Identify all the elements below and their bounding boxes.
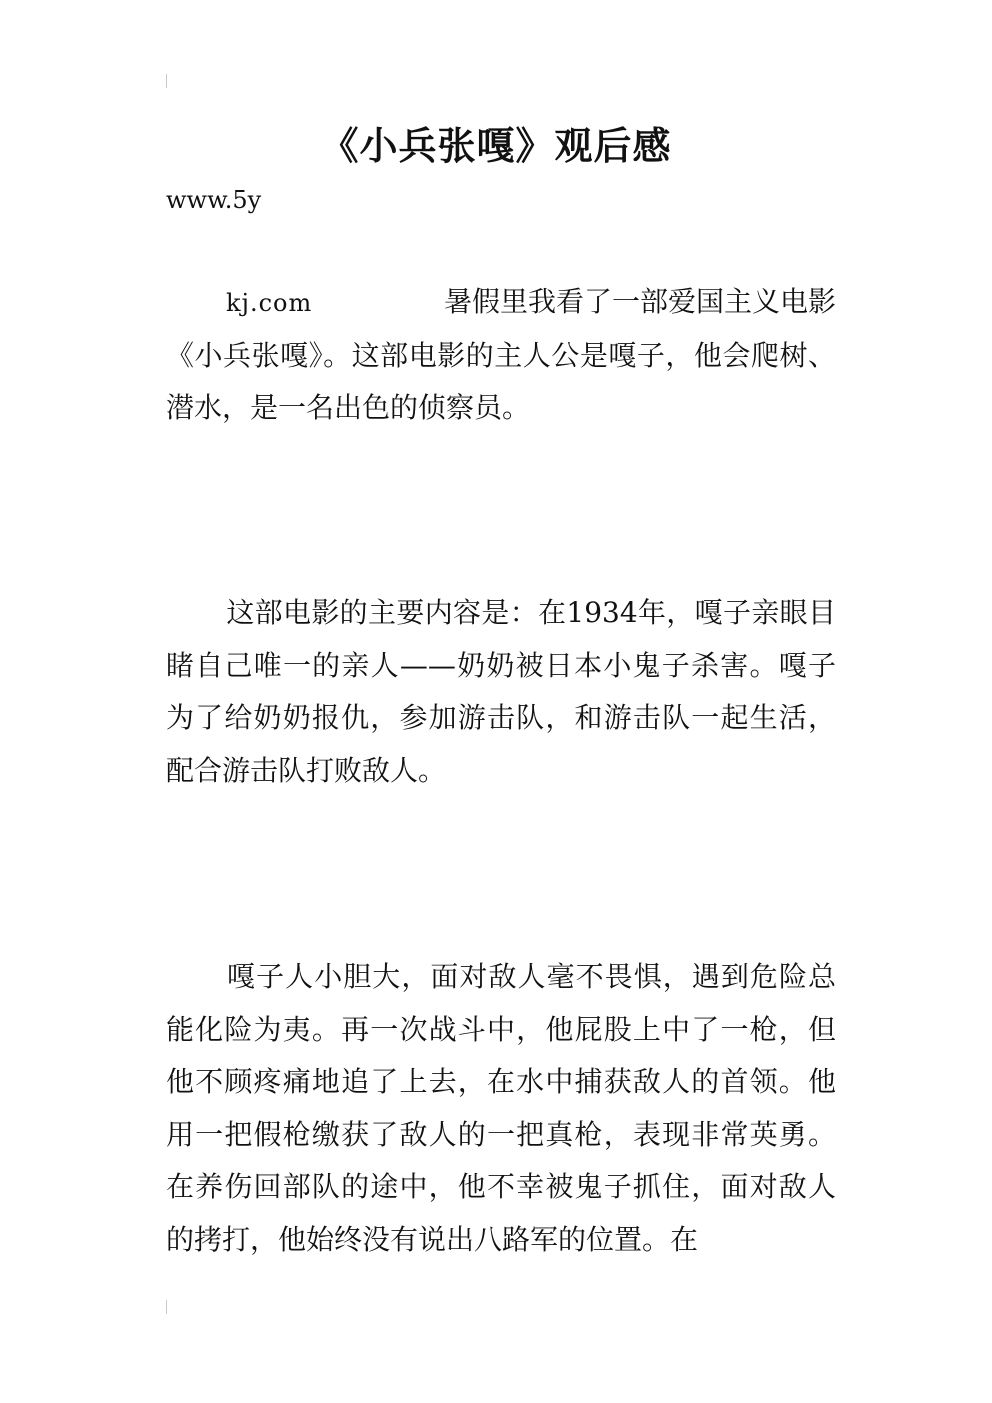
paragraph-2-text: 这部电影的主要内容是：在1934年，嘎子亲眼目睹自己唯一的亲人——奶奶被日本小鬼子杀害。嘎子为了给奶奶报仇，参加游击队，和游击队一起生活，配合游击队打败敌人。 <box>166 596 836 787</box>
document-title: 《小兵张嘎》观后感 <box>320 124 672 168</box>
paragraph-3-text: 嘎子人小胆大，面对敌人毫不畏惧，遇到危险总能化险为夷。再一次战斗中，他屁股上中了一枪，但他不顾疼痛地追了上去，在水中捕获敌人的首领。他用一把假枪缴获了敌人的一把真枪，表现非常英勇。在养伤回部队的途中，他不幸被鬼子抓住，面对敌人的拷打，他始终没有说出八路军的位置。在 <box>166 960 836 1256</box>
page-corner-mark-bottom <box>166 1300 167 1314</box>
source-url-prefix: www.5y <box>166 186 262 214</box>
source-url-suffix: kj.com <box>226 289 313 317</box>
paragraph-1-text: 暑假里我看了一部爱国主义电影《小兵张嘎》。这部电影的主人公是嘎子，他会爬树、潜水，是一名出色的侦察员。 <box>166 285 837 424</box>
paragraph-1 <box>166 276 836 435</box>
paragraph-3 <box>166 951 836 1266</box>
paragraph-2 <box>166 587 836 797</box>
page-corner-mark-top <box>166 74 167 88</box>
